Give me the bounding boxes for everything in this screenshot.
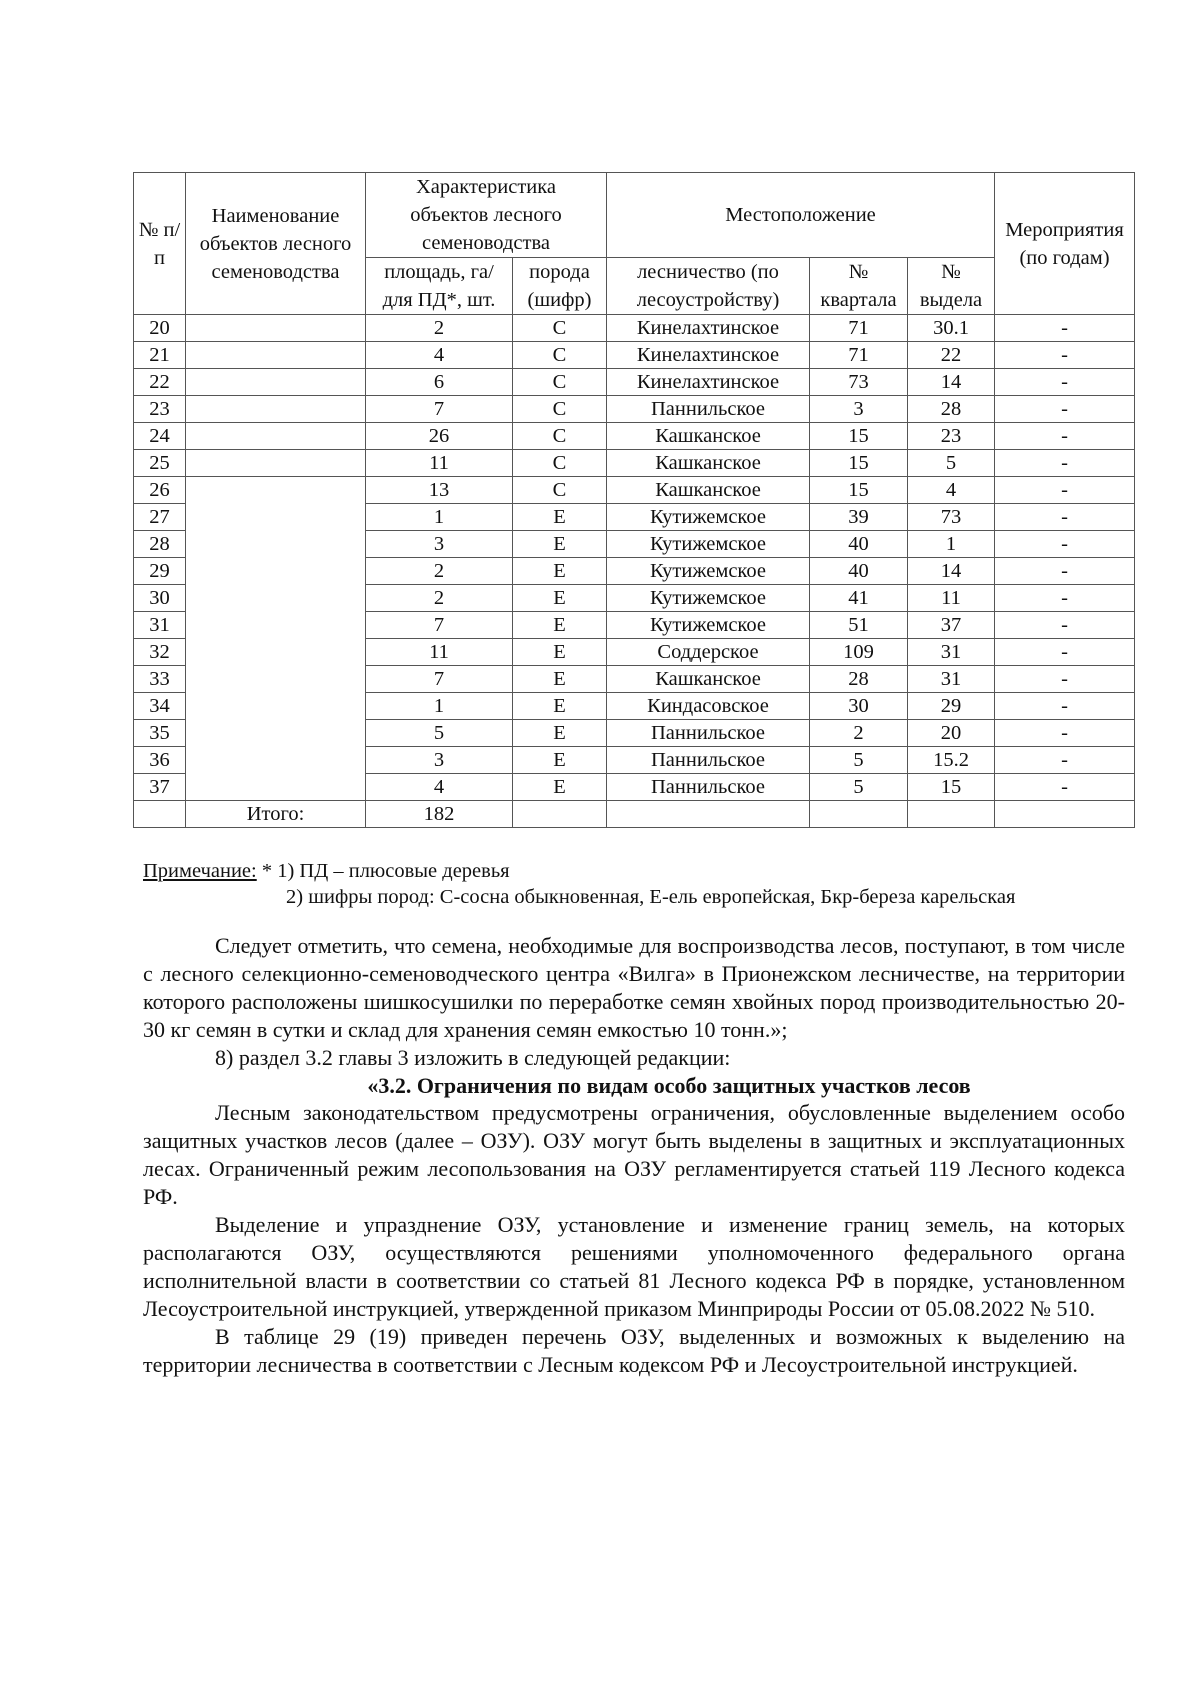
header-characteristic: Характеристика объектов лесного семеноводства <box>366 173 607 258</box>
species-cell: С <box>513 315 607 342</box>
area-cell: 5 <box>366 720 513 747</box>
species-cell: Е <box>513 720 607 747</box>
name-cell <box>186 342 366 369</box>
seed-objects-table <box>133 172 1135 828</box>
area-cell: 2 <box>366 585 513 612</box>
quarter-cell: 71 <box>810 342 908 369</box>
area-cell: 4 <box>366 342 513 369</box>
forestry-cell: Кутижемское <box>607 585 810 612</box>
table-row <box>134 369 1135 396</box>
forestry-cell: Киндасовское <box>607 693 810 720</box>
allotment-cell: 28 <box>908 396 995 423</box>
row-number: 32 <box>134 639 186 666</box>
forestry-cell: Кутижемское <box>607 558 810 585</box>
area-cell: 3 <box>366 531 513 558</box>
row-number: 37 <box>134 774 186 801</box>
allotment-cell: 31 <box>908 666 995 693</box>
forestry-cell: Паннильское <box>607 720 810 747</box>
quarter-cell: 15 <box>810 423 908 450</box>
forestry-cell: Кашканское <box>607 477 810 504</box>
allotment-cell: 29 <box>908 693 995 720</box>
allotment-cell: 5 <box>908 450 995 477</box>
row-number: 23 <box>134 396 186 423</box>
measures-cell: - <box>995 369 1135 396</box>
measures-cell: - <box>995 396 1135 423</box>
species-cell: Е <box>513 612 607 639</box>
species-cell: Е <box>513 558 607 585</box>
row-number: 30 <box>134 585 186 612</box>
paragraph: Лесным законодательством предусмотрены ограничения, обусловленные выделением особо защитных участков лесов (далее – ОЗУ). ОЗУ могут быть выделены в защитных и эксплуатационных лесах. Ограниченный режим лесопользования на ОЗУ регламентируется статьей 119 Лесного кодекса РФ. <box>143 1100 1125 1210</box>
quarter-cell: 51 <box>810 612 908 639</box>
name-cell <box>186 450 366 477</box>
row-number: 35 <box>134 720 186 747</box>
forestry-cell: Кашканское <box>607 423 810 450</box>
measures-cell: - <box>995 774 1135 801</box>
allotment-cell: 11 <box>908 585 995 612</box>
forestry-cell: Кутижемское <box>607 504 810 531</box>
header-area: площадь, га/ для ПД*, шт. <box>366 258 513 315</box>
allotment-cell: 31 <box>908 639 995 666</box>
area-cell: 7 <box>366 396 513 423</box>
measures-cell: - <box>995 585 1135 612</box>
measures-cell: - <box>995 720 1135 747</box>
empty-cell <box>607 801 810 828</box>
header-forestry: лесничество (по лесоустройству) <box>607 258 810 315</box>
forestry-cell: Кинелахтинское <box>607 342 810 369</box>
table-row <box>134 450 1135 477</box>
quarter-cell: 30 <box>810 693 908 720</box>
header-name: Наименование объектов лесного семеноводства <box>186 173 366 315</box>
row-number: 24 <box>134 423 186 450</box>
area-cell: 6 <box>366 369 513 396</box>
measures-cell: - <box>995 423 1135 450</box>
allotment-cell: 15.2 <box>908 747 995 774</box>
note-text-1: * 1) ПД – плюсовые деревья <box>256 860 510 882</box>
species-cell: С <box>513 396 607 423</box>
quarter-cell: 40 <box>810 531 908 558</box>
table-row <box>134 396 1135 423</box>
row-number: 25 <box>134 450 186 477</box>
quarter-cell: 2 <box>810 720 908 747</box>
quarter-cell: 109 <box>810 639 908 666</box>
area-cell: 11 <box>366 450 513 477</box>
area-cell: 7 <box>366 612 513 639</box>
note-line-1 <box>143 858 510 884</box>
empty-cell <box>513 801 607 828</box>
quarter-cell: 5 <box>810 747 908 774</box>
row-number: 33 <box>134 666 186 693</box>
row-number: 34 <box>134 693 186 720</box>
area-cell: 1 <box>366 693 513 720</box>
species-cell: Е <box>513 666 607 693</box>
measures-cell: - <box>995 747 1135 774</box>
forestry-cell: Кинелахтинское <box>607 315 810 342</box>
header-allotment: № выдела <box>908 258 995 315</box>
species-cell: Е <box>513 585 607 612</box>
area-cell: 7 <box>366 666 513 693</box>
allotment-cell: 73 <box>908 504 995 531</box>
header-measures: Мероприятия (по годам) <box>995 173 1135 315</box>
table-row <box>134 315 1135 342</box>
measures-cell: - <box>995 504 1135 531</box>
allotment-cell: 22 <box>908 342 995 369</box>
body-text <box>143 932 1125 1379</box>
allotment-cell: 23 <box>908 423 995 450</box>
name-cell <box>186 396 366 423</box>
row-number: 36 <box>134 747 186 774</box>
allotment-cell: 37 <box>908 612 995 639</box>
area-cell: 2 <box>366 558 513 585</box>
allotment-cell: 14 <box>908 369 995 396</box>
measures-cell: - <box>995 531 1135 558</box>
table-row <box>134 423 1135 450</box>
header-quarter: № квартала <box>810 258 908 315</box>
table-row <box>134 342 1135 369</box>
row-number: 26 <box>134 477 186 504</box>
row-number: 28 <box>134 531 186 558</box>
total-value: 182 <box>366 801 513 828</box>
name-cell <box>186 369 366 396</box>
quarter-cell: 28 <box>810 666 908 693</box>
measures-cell: - <box>995 666 1135 693</box>
species-cell: Е <box>513 693 607 720</box>
forestry-cell: Кутижемское <box>607 531 810 558</box>
measures-cell: - <box>995 450 1135 477</box>
measures-cell: - <box>995 342 1135 369</box>
name-cell-merged <box>186 477 366 801</box>
table-body <box>134 315 1135 801</box>
quarter-cell: 40 <box>810 558 908 585</box>
header-num: № п/п <box>134 173 186 315</box>
forestry-cell: Кинелахтинское <box>607 369 810 396</box>
species-cell: С <box>513 423 607 450</box>
forestry-cell: Соддерское <box>607 639 810 666</box>
row-number: 29 <box>134 558 186 585</box>
measures-cell: - <box>995 477 1135 504</box>
table-row <box>134 477 1135 504</box>
paragraph: Следует отметить, что семена, необходимые для воспроизводства лесов, поступают, в том числе с лесного селекционно-семеноводческого центра «Вилга» в Прионежском лесничестве, на территории которого расположены шишкосушилки по переработке семян хвойных пород производительностью 20-30 кг семян в сутки и склад для хранения семян емкостью 10 тонн.»; <box>143 933 1125 1042</box>
measures-cell: - <box>995 558 1135 585</box>
area-cell: 11 <box>366 639 513 666</box>
forestry-cell: Кашканское <box>607 666 810 693</box>
total-label: Итого: <box>186 801 366 828</box>
quarter-cell: 39 <box>810 504 908 531</box>
quarter-cell: 41 <box>810 585 908 612</box>
measures-cell: - <box>995 612 1135 639</box>
note-line-2: 2) шифры пород: С-сосна обыкновенная, Е-ель европейская, Бкр-береза карельская <box>286 886 1016 908</box>
measures-cell: - <box>995 639 1135 666</box>
paragraph: Выделение и упразднение ОЗУ, установление и изменение границ земель, на которых располагаются ОЗУ, осуществляются решениями уполномоченного федерального органа исполнительной власти в соответствии со статьей 81 Лесного кодекса РФ в порядке, установленном Лесоустроительной инструкцией, утвержденной приказом Минприроды России от 05.08.2022 № 510. <box>143 1212 1125 1321</box>
measures-cell: - <box>995 315 1135 342</box>
area-cell: 13 <box>366 477 513 504</box>
total-num-cell <box>134 801 186 828</box>
species-cell: Е <box>513 747 607 774</box>
area-cell: 1 <box>366 504 513 531</box>
species-cell: Е <box>513 774 607 801</box>
row-number: 31 <box>134 612 186 639</box>
quarter-cell: 15 <box>810 450 908 477</box>
note-label: Примечание: <box>143 860 257 882</box>
forestry-cell: Паннильское <box>607 396 810 423</box>
forestry-cell: Кашканское <box>607 450 810 477</box>
paragraph: 8) раздел 3.2 главы 3 изложить в следующей редакции: <box>215 1044 731 1070</box>
allotment-cell: 1 <box>908 531 995 558</box>
area-cell: 3 <box>366 747 513 774</box>
allotment-cell: 4 <box>908 477 995 504</box>
row-number: 20 <box>134 315 186 342</box>
quarter-cell: 15 <box>810 477 908 504</box>
forestry-cell: Паннильское <box>607 747 810 774</box>
total-row <box>134 801 1135 828</box>
quarter-cell: 71 <box>810 315 908 342</box>
species-cell: С <box>513 477 607 504</box>
quarter-cell: 73 <box>810 369 908 396</box>
empty-cell <box>908 801 995 828</box>
section-heading: «3.2. Ограничения по видам особо защитных участков лесов <box>367 1072 971 1098</box>
species-cell: С <box>513 450 607 477</box>
measures-cell: - <box>995 693 1135 720</box>
name-cell <box>186 315 366 342</box>
species-cell: С <box>513 369 607 396</box>
species-cell: Е <box>513 639 607 666</box>
area-cell: 4 <box>366 774 513 801</box>
species-cell: Е <box>513 504 607 531</box>
quarter-cell: 5 <box>810 774 908 801</box>
allotment-cell: 30.1 <box>908 315 995 342</box>
species-cell: С <box>513 342 607 369</box>
header-species: порода (шифр) <box>513 258 607 315</box>
empty-cell <box>810 801 908 828</box>
forestry-cell: Кутижемское <box>607 612 810 639</box>
row-number: 21 <box>134 342 186 369</box>
quarter-cell: 3 <box>810 396 908 423</box>
allotment-cell: 15 <box>908 774 995 801</box>
forestry-cell: Паннильское <box>607 774 810 801</box>
species-cell: Е <box>513 531 607 558</box>
allotment-cell: 14 <box>908 558 995 585</box>
row-number: 22 <box>134 369 186 396</box>
paragraph: В таблице 29 (19) приведен перечень ОЗУ, выделенных и возможных к выделению на территории лесничества в соответствии с Лесным кодексом РФ и Лесоустроительной инструкцией. <box>143 1323 1125 1377</box>
row-number: 27 <box>134 504 186 531</box>
empty-cell <box>995 801 1135 828</box>
area-cell: 26 <box>366 423 513 450</box>
header-location: Местоположение <box>607 173 995 258</box>
name-cell <box>186 423 366 450</box>
area-cell: 2 <box>366 315 513 342</box>
allotment-cell: 20 <box>908 720 995 747</box>
